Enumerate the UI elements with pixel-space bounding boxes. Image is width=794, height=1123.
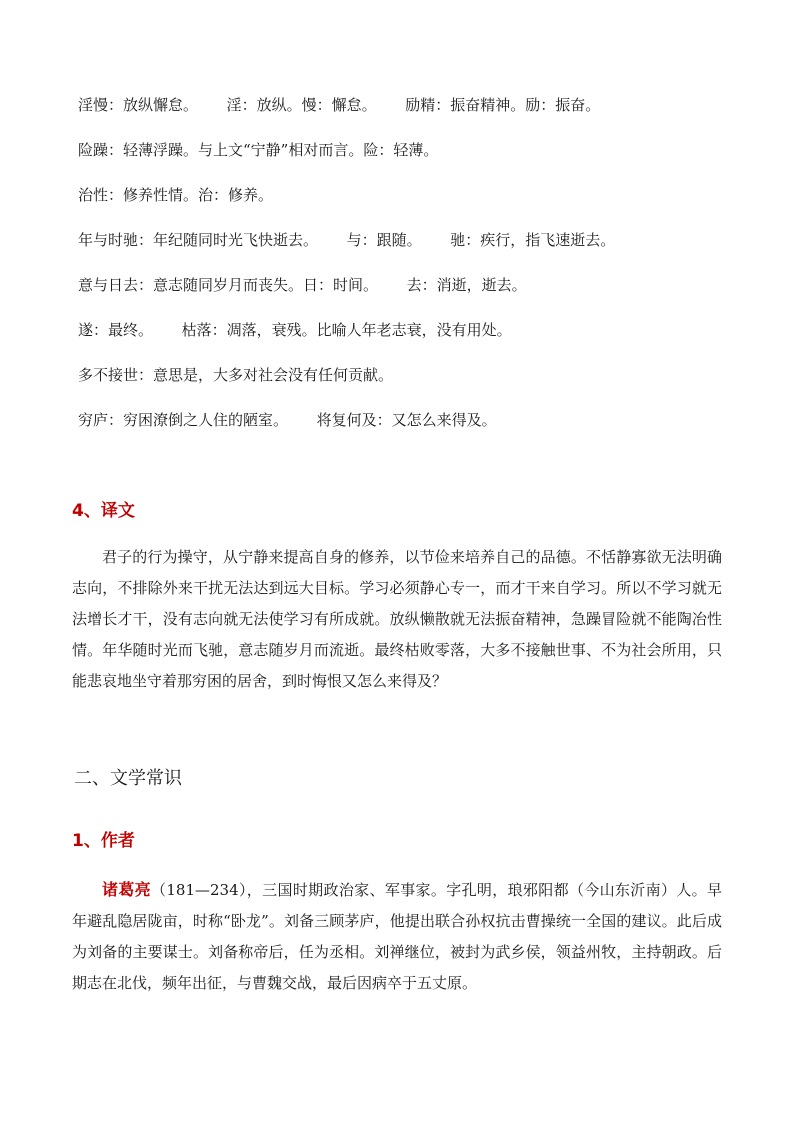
translation-paragraph: 君子的行为操守，从宁静来提高自身的修养，以节俭来培养自己的品德。不恬静寡欲无法明确志向，不排除外来干扰无法达到远大目标。学习必须静心专一，而才干来自学习。所以不学习就无法增长才干，没有志向就无法使学习有所成就。放纵懒散就无法振奋精神，急躁冒险就不能陶冶性情。年华随时光而飞驰，意志随岁月而流逝。最终枯败零落，大多不接触世事、不为社会所用，只能悲哀地坐守着那穷困的居舍，到时悔恨又怎么来得及？	[72, 548, 722, 690]
note-line-8: 穷庐：穷困潦倒之人住的陋室。 将复何及：又怎么来得及。	[78, 411, 497, 429]
author-name: 诸葛亮	[102, 880, 152, 899]
author-paragraph	[72, 874, 722, 999]
translation-heading: 4、译文	[72, 501, 135, 521]
note-line-1: 淫慢：放纵懈怠。 淫：放纵。慢：懈怠。 励精：振奋精神。励：振奋。	[78, 96, 601, 114]
note-line-7: 多不接世：意思是，大多对社会没有任何贡献。	[78, 366, 394, 384]
note-line-2: 险躁：轻薄浮躁。与上文“宁静”相对而言。险：轻薄。	[78, 141, 439, 159]
author-heading: 1、作者	[72, 831, 135, 851]
note-line-6: 遂：最终。 枯落：凋落，衰残。比喻人年老志衰，没有用处。	[78, 321, 512, 339]
note-line-5: 意与日去：意志随同岁月而丧失。日：时间。 去：消逝，逝去。	[78, 276, 527, 294]
note-line-3: 治性：修养性情。治：修养。	[78, 186, 274, 204]
note-line-4: 年与时驰：年纪随同时光飞快逝去。 与：跟随。 驰：疾行，指飞速逝去。	[78, 231, 616, 249]
author-bio: （181—234），三国时期政治家、军事家。字孔明，琅邪阳都（今山东沂南）人。早年避乱隐居陇亩，时称“卧龙”。刘备三顾茅庐，他提出联合孙权抗击曹操统一全国的建议。此后成为刘备的主要谋士。刘备称帝后，任为丞相。刘禅继位，被封为武乡侯，领益州牧，主持朝政。后期志在北伐，频年出征，与曹魏交战，最后因病卒于五丈原。	[72, 881, 722, 992]
literature-heading: 二、文学常识	[74, 768, 182, 789]
